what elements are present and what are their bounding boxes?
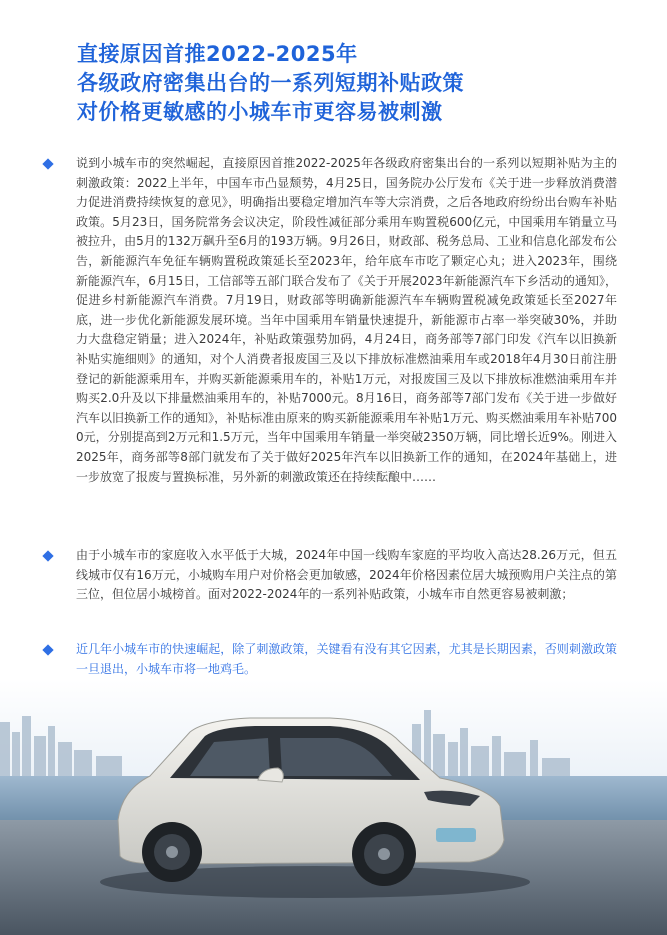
- paragraph-highlight-text: 近几年小城车市的快速崛起，除了刺激政策，关键看有没有其它因素，尤其是长期因素，否则刺激政策一旦退出，小城车市将一地鸡毛。: [76, 642, 617, 676]
- paragraph-text: 说到小城车市的突然崛起，直接原因首推2022-2025年各级政府密集出台的一系列以短期补贴为主的刺激政策：2022上半年，中国车市凸显颓势，4月25日，国务院办公厅发布《关于进一步释放消费潜力促进消费持续恢复的意见》，明确指出要稳定增加汽车等大宗消费，之后各地政府纷纷出台购车补贴政策。5月23日，国务院常务会议决定，阶段性减征部分乘用车购置税600亿元，中国乘用车销量立马被拉升，由5月的132万飙升至6月的193万辆。9月26日，财政部、税务总局、工业和信息化部发布公告，新能源汽车免征车辆购置税政策延长至2023年，给年底车市吃了颗定心丸；进入2023年，围绕新能源汽车，6月15日，工信部等五部门联合发布了《关于开展2023年新能源汽车下乡活动的通知》，促进乡村新能源汽车消费。7月19日，财政部等明确新能源汽车车辆购置税减免政策延长至2027年底，进一步优化新能源发展环境。当年中国乘用车销量快速提升，新能源市占率一举突破30%，并助力大盘稳定销量；进入2024年，补贴政策强势加码，4月24日，商务部等7部门印发《汽车以旧换新补贴实施细则》的通知，对个人消费者报废国三及以下排放标准燃油乘用车或2018年4月30日前注册登记的新能源乘用车，并购买新能源乘用车的，补贴1万元，对报废国三及以下排放标准燃油乘用车并购买2.0升及以下排量燃油乘用车的，补贴7000元。8月16日，商务部等7部门发布《关于进一步做好汽车以旧换新工作的通知》，补贴标准由原来的购买新能源乘用车补贴1万元、购买燃油乘用车补贴7000元，分别提高到2万元和1.5万元，当年中国乘用车销量一举突破2350万辆，同比增长近9%。刚进入2025年，商务部等8部门就发布了关于做好2025年汽车以旧换新工作的通知，在2024年基础上，进一步放宽了报废与置换标准，另外新的刺激政策还在持续酝酿中……: [76, 156, 617, 484]
- headline-line-2: 各级政府密集出台的一系列短期补贴政策: [77, 71, 464, 95]
- paragraph-3: [42, 640, 617, 679]
- diamond-bullet-icon: [42, 550, 53, 561]
- diamond-bullet-icon: [42, 158, 53, 169]
- headline-line-1: 直接原因首推2022-2025年: [77, 42, 358, 66]
- headline-line-3: 对价格更敏感的小城车市更容易被刺激: [77, 100, 443, 124]
- paragraph-1: [42, 154, 617, 487]
- car-illustration: [0, 680, 667, 935]
- paragraph-2: [42, 546, 617, 605]
- headline: [77, 40, 637, 127]
- paragraph-text: 由于小城车市的家庭收入水平低于大城，2024年中国一线购车家庭的平均收入高达28.26万元，但五线城市仅有16万元，小城购车用户对价格会更加敏感，2024年价格因素位居大城预购用户关注点的第三位，但位居小城榜首。面对2022-2024年的一系列补贴政策，小城车市自然更容易被刺激；: [76, 548, 617, 602]
- car-photo: [0, 680, 667, 935]
- diamond-bullet-icon: [42, 644, 53, 655]
